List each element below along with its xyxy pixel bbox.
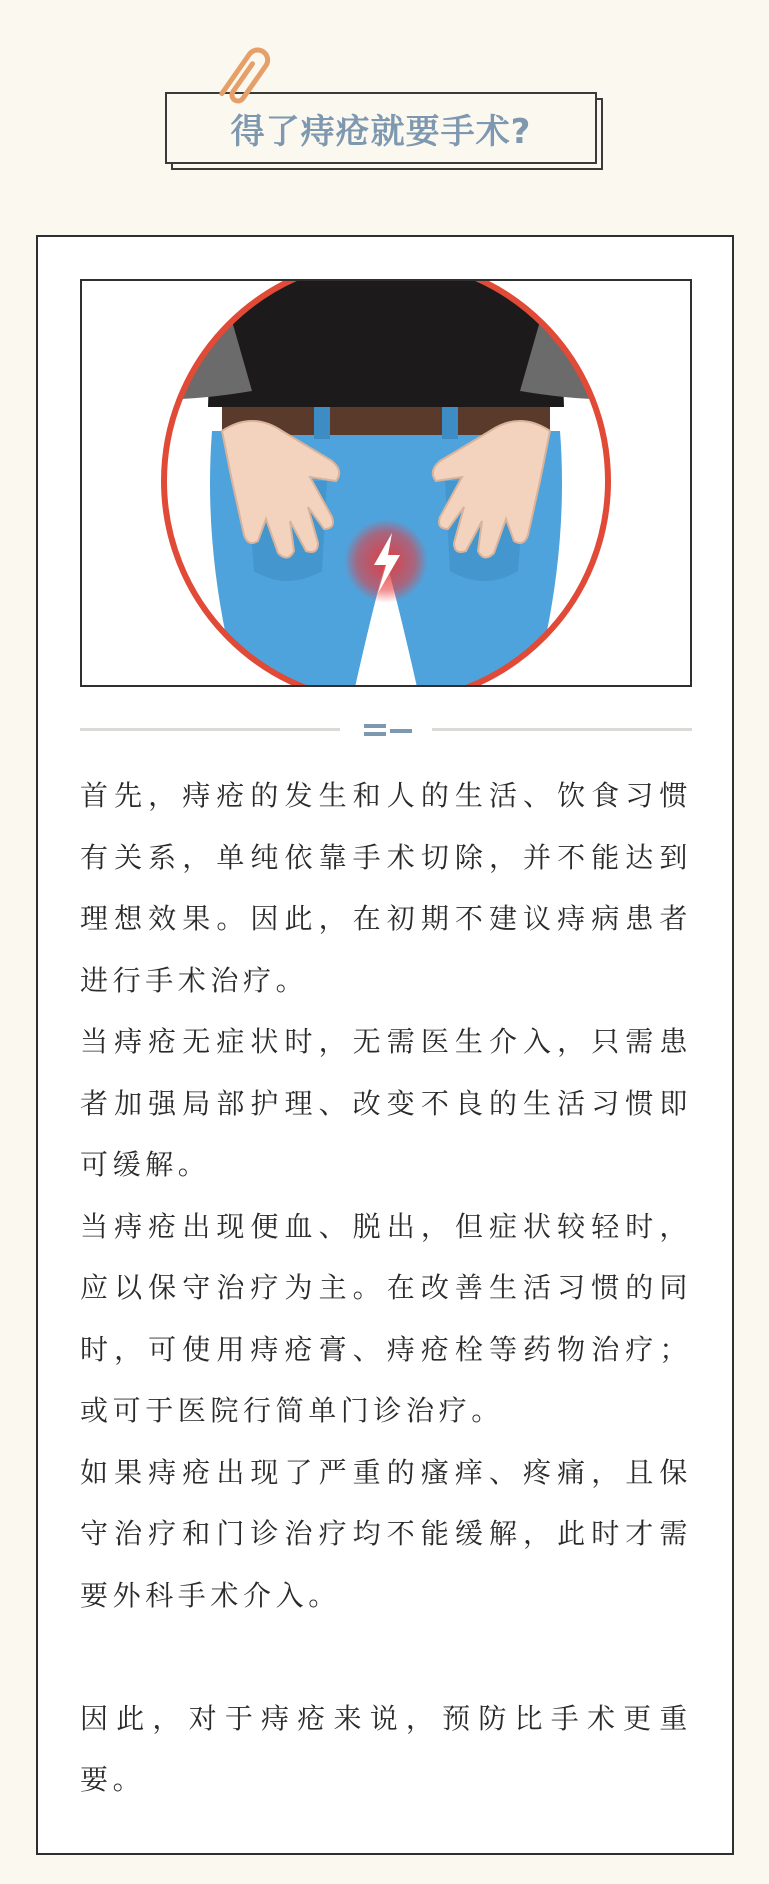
- section-divider: [80, 715, 692, 745]
- divider-line-right: [432, 728, 692, 731]
- conclusion: 因此，对于痔疮来说，预防比手术更重要。: [80, 1701, 692, 1796]
- page-title: 得了痔疮就要手术?: [230, 111, 532, 152]
- paperclip-icon: [205, 38, 285, 118]
- illustration: [80, 279, 692, 687]
- paragraph-1: 首先，痔疮的发生和人的生活、饮食习惯有关系，单纯依靠手术切除，并不能达到理想效果。因此，在初期不建议痔病患者进行手术治疗。: [80, 779, 692, 997]
- paragraph-gap: [80, 1626, 692, 1688]
- paragraph-2: 当痔疮无症状时，无需医生介入，只需患者加强局部护理、改变不良的生活习惯即可缓解。: [80, 1025, 692, 1181]
- body-text: [80, 765, 692, 1811]
- paragraph-4: 如果痔疮出现了严重的瘙痒、疼痛，且保守治疗和门诊治疗均不能缓解，此时才需要外科手术介入。: [80, 1455, 692, 1612]
- content-card: [36, 235, 734, 1855]
- divider-line-left: [80, 728, 340, 731]
- divider-mark-icon: [362, 719, 414, 741]
- illustration-svg: [82, 281, 690, 685]
- paragraph-3: 当痔疮出现便血、脱出，但症状较轻时，应以保守治疗为主。在改善生活习惯的同时，可使用痔疮膏、痔疮栓等药物治疗；或可于医院行简单门诊治疗。: [80, 1209, 692, 1427]
